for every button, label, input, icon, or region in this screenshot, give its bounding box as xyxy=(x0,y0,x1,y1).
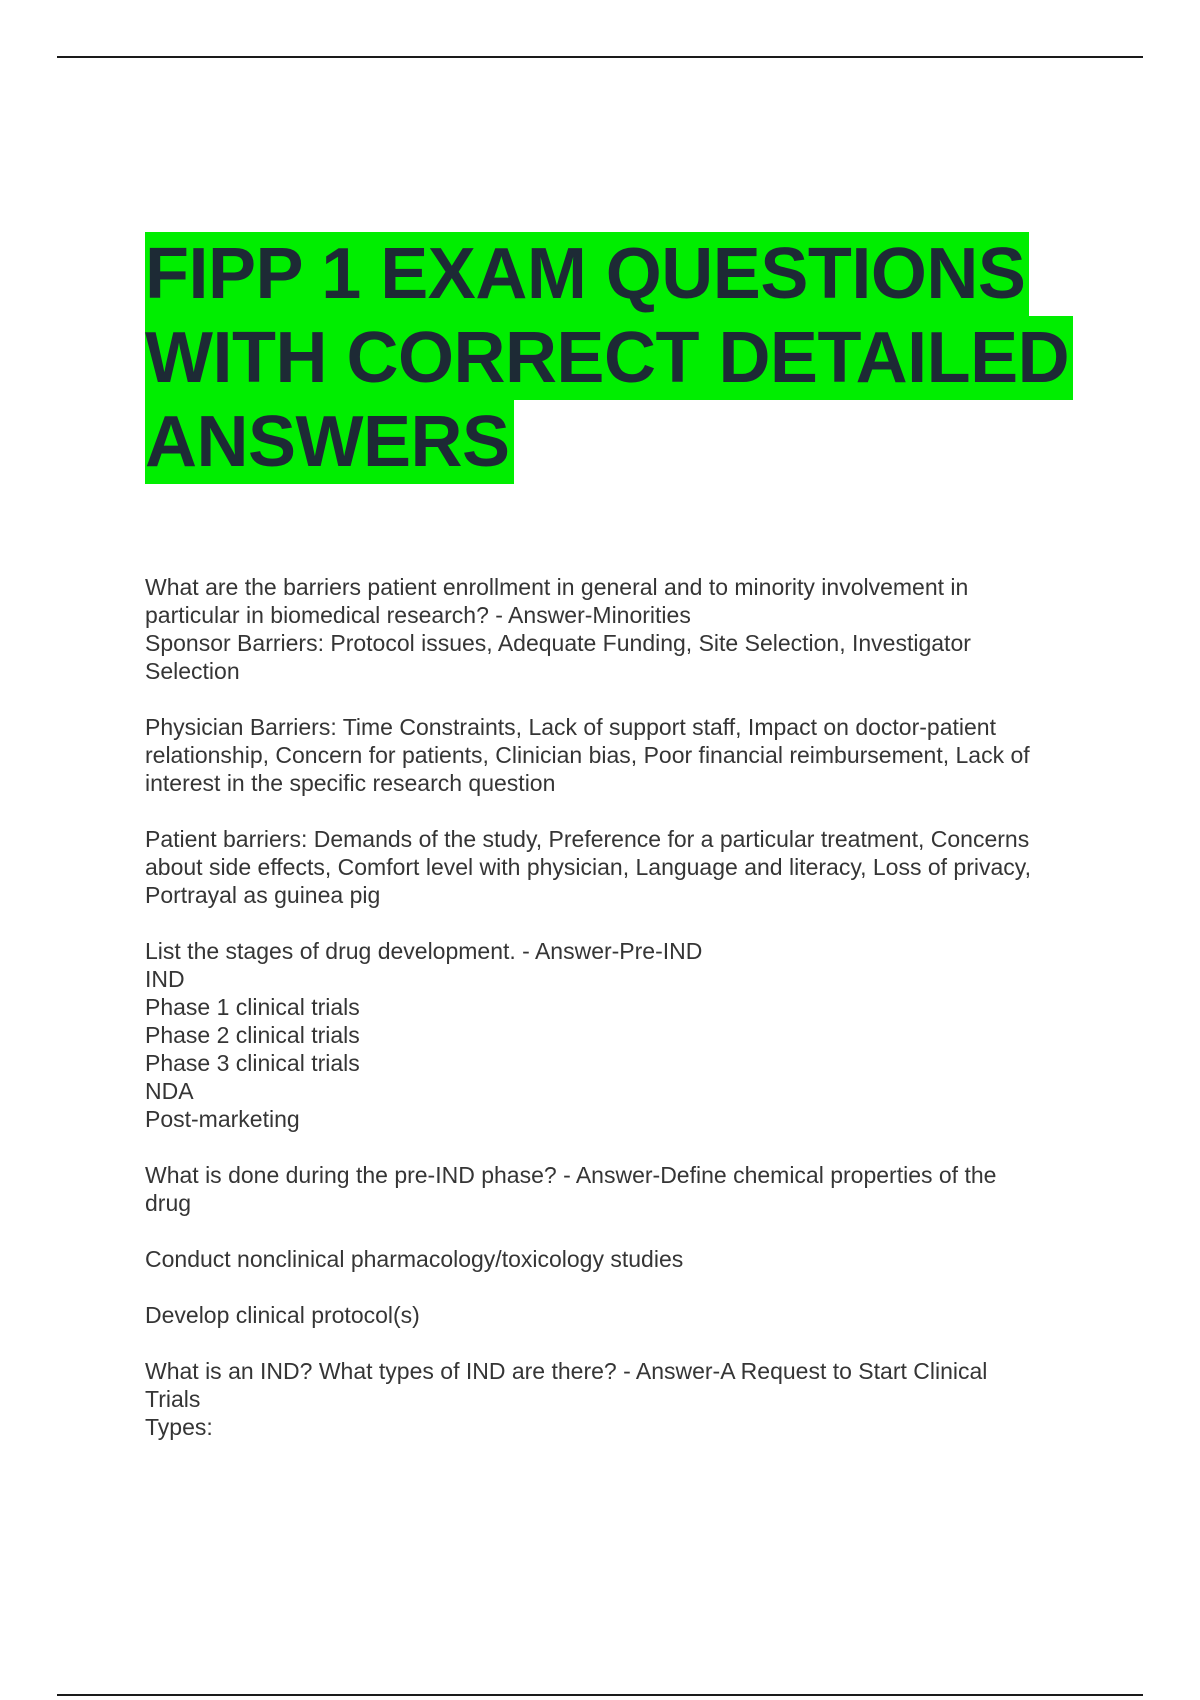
document-body xyxy=(145,573,1085,1469)
qa-drug-development-stages xyxy=(145,937,1085,1133)
text-line: relationship, Concern for patients, Clinician bias, Poor financial reimbursement, Lack of xyxy=(145,742,1030,768)
text-line: Conduct nonclinical pharmacology/toxicology studies xyxy=(145,1246,684,1272)
text-line: What is done during the pre-IND phase? - Answer-Define chemical properties of the xyxy=(145,1162,997,1188)
text-line: particular in biomedical research? - Answer-Minorities xyxy=(145,602,691,628)
pre-ind-nonclinical-studies xyxy=(145,1245,1085,1273)
text-line: Trials xyxy=(145,1386,201,1412)
text-line: What is an IND? What types of IND are there? - Answer-A Request to Start Clinical xyxy=(145,1358,988,1384)
text-line: Phase 3 clinical trials xyxy=(145,1050,360,1076)
bottom-divider xyxy=(57,1694,1143,1696)
text-line: Post-marketing xyxy=(145,1106,300,1132)
text-line: Patient barriers: Demands of the study, Preference for a particular treatment, Concerns xyxy=(145,826,1030,852)
text-line: Portrayal as guinea pig xyxy=(145,882,381,908)
patient-barriers-paragraph xyxy=(145,825,1085,909)
text-line: Physician Barriers: Time Constraints, Lack of support staff, Impact on doctor-patient xyxy=(145,714,996,740)
text-line: about side effects, Comfort level with physician, Language and literacy, Loss of privacy, xyxy=(145,854,1031,880)
text-line: Types: xyxy=(145,1414,213,1440)
text-line: Selection xyxy=(145,658,240,684)
title-line-3: ANSWERS xyxy=(145,400,514,484)
top-divider xyxy=(57,56,1143,58)
text-line: Develop clinical protocol(s) xyxy=(145,1302,420,1328)
text-line: Phase 2 clinical trials xyxy=(145,1022,360,1048)
title-line-2: WITH CORRECT DETAILED xyxy=(145,316,1073,400)
qa-barriers-question xyxy=(145,573,1085,685)
text-line: Sponsor Barriers: Protocol issues, Adequate Funding, Site Selection, Investigator xyxy=(145,630,971,656)
text-line: Phase 1 clinical trials xyxy=(145,994,360,1020)
text-line: NDA xyxy=(145,1078,194,1104)
qa-pre-ind-phase xyxy=(145,1161,1085,1217)
text-line: What are the barriers patient enrollment in general and to minority involvement in xyxy=(145,574,969,600)
document-title xyxy=(145,232,1155,484)
text-line: List the stages of drug development. - Answer-Pre-IND xyxy=(145,938,703,964)
text-line: drug xyxy=(145,1190,192,1216)
text-line: IND xyxy=(145,966,185,992)
title-line-1: FIPP 1 EXAM QUESTIONS xyxy=(145,232,1029,316)
qa-ind-types xyxy=(145,1357,1085,1441)
text-line: interest in the specific research question xyxy=(145,770,556,796)
physician-barriers-paragraph xyxy=(145,713,1085,797)
pre-ind-clinical-protocols xyxy=(145,1301,1085,1329)
